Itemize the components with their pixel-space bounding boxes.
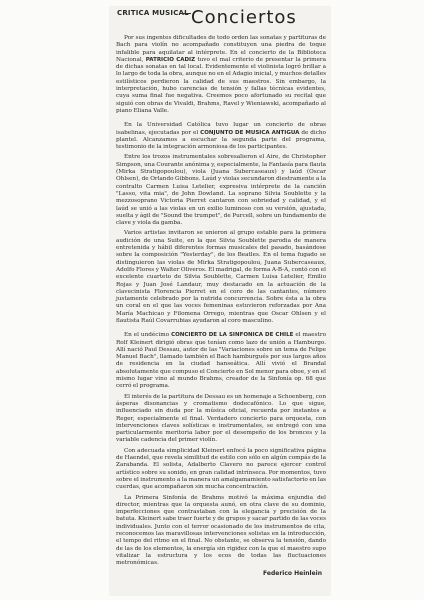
column-header [109,6,331,33]
paragraph-5: En el undécimo CONCIERTO DE LA SINFONICA DE CHILE el maestro Rolf Kleinert dirigió obras que tenían como lazo de unión a Hamburgo. Allí nació Paul Dessau, autor de las "Variaciones sobre un tema de Felipe Manuel Bach", llamado también el Bach hamburgués por sus largos años de residencia en la ciudad hanseática. Allí vivió el Brandal absolutamente que compuso el Concierto en Sol menor para oboe, y en el mismo lugar vino al mundo Brahms, creador de la Sinfonía op. 68 que cerró el programa. [116,332,327,390]
performer-name: PATRICIO CADIZ [145,56,196,63]
paragraph-3: Entre los trozos instrumentales sobresalieron el Aire, de Christopher Simpson, una Courante anónima y, especialmente, la Fantasía para flauta (Mirka Stratigopoulou), viola (Juana Subercaseaux) y laúd (Oscar Ohlsen), de Orlando Gibbons. Laúd y violas secundaron diestramente a la contralto Carmen Luisa Letelier, expresiva intérprete de la canción "Lasso, vita mia", de John Dowland. La soprano Silvia Soublette y la mezzosoprano Victoria Pierret cantaron con sobriedad y calidad, y el laúd se unió a las violas en un exilio luminoso con su versión, ajustada, suelta y ágil de "Sound the trumpet", de Purcell, sobre un fundamento de clave y viola da gamba. [116,154,326,227]
paragraph-1: Por sus ingentes dificultades de todo orden las sonatas y partituras de Bach para violín no acompañado constituyen una piedra de toque infalible para aquilatar al intérprete. En el concierto de la Biblioteca Nacional, PATRICIO CADIZ tuvo el mal criterio de presentar la primera de dichas sonatas en tal local. Evidentemente el violinista logró brillar a lo largo de toda la obra, aunque no en el Adagio inicial, y muchos detalles estilísticos perdieron la calidad de sus maestros. Sin embargo, la interpretación, hubo carencias de tensión y fallas técnicas evidentes, cuya suma final fue negativa. Creemos poco afortunado su recital que siguió con obras de Vivaldi, Brahms, Ravel y Wieniawski, acompañado al piano Eliana Valle. [116,35,326,114]
headline: Conciertos [191,7,297,28]
paragraph-2: En la Universidad Católica tuvo lugar un concierto de obras isabelinas, ejecutadas por el CONJUNTO DE MUSICA ANTIGUA de dicho plantel. Alcanzamos a escuchar la segunda parte del programa, testimonio de la integración armoniosa de los participantes. [116,122,326,151]
paragraph-6: El interés de la partitura de Dessau es un homenaje a Schoenberg, con ásperas disonancias y cromatismo dodecafónico. Lo que sigue, influenciado sin duda por la música oficial, recuerda por instantes a Reger, especialmente el final. Verdadero concierto para orquesta, con intervenciones claves solísticas e instrumentales, se entregó con una particularmente meritoria labor por el desempeño de los bronces y la variable cadencia del primer violín. [116,393,326,444]
newspaper-clipping [109,6,331,596]
section-kicker: CRITICA MUSICAL [117,9,189,17]
ensemble-name: CONJUNTO DE MUSICA ANTIGUA [200,129,300,136]
paragraph-8: La Primera Sinfonía de Brahms motivó la máxima enjundia del director, mientras que la orquesta aunó, en otra clave de su dominio, imperfecciones que contrastaban con la elegancia y precisión de la batuta. Kleinert sabe traer fuerte y de grupos y sacar partido de las voces individuales. Junto con el terror ocasionado de los instrumentos de cita, reconocemos las maravillosas intervenciones solistas en la introducción, el tempo del ritmo en el final. No obstante, se observa la tensión, dando de las de los elementos, la energía sin rigidez con la que el maestro supo vitalizar la estructura y los ecos de todas las fluctuaciones metronómicas. [116,494,326,567]
article-body [109,33,331,577]
paragraph-7: Con adecuada simplicidad Kleinert enfocó la poco significativa página de Haendel, que revela similitud de estilo con sólo en algún compás de la Zarabanda. El solista, Adalberto Clavero no parece ejercer control artístico sobre su sonido, en gran calidad intrínseca. Por momentos, tuvo sobre el instrumento a la manera un amalgamamiento satisfactorio en las cuerdas, que acompañaron sin mucha concentración. [116,447,326,491]
kicker-dash [181,13,191,14]
author-signature: Federico Heinlein [263,570,322,578]
concert-name: CONCIERTO DE LA SINFONICA DE CHILE [171,332,294,339]
paragraph-4: Varios artistas invitaron se unieron al grupo estable para la primera audición de una Suite, en la que Silvia Soublette parodia de manera entretenida y hábil diferentes formas musicales del pasado, basándose sobre la composición "Yesterday", de los Beatles. En el tema fugado se distinguieron las violas de Mirka Stratigopoulou, Juana Subercaseaux, Adolfo Flores y Walter Oliveros. El madrigal, de forma A-B-A, contó con el excelente cuarteto de Silvia Soublette, Carmen Luisa Letelier, Emilio Rojas y Juan José Landaur, muy destacado en la actuación de la clavecinista Florencia Pierret en el coro de las cantantes, número justamente celebrado por la nutrida concurrencia. Sobre ésta a la obra un coral en el que las voces femeninas estuvieron reforzadas por Ana María Machicao y Filomena Orrego, mientras que Oscar Ohlsen y el flautista Raúl Covarrubias ayudaron al coro masculino. [116,230,326,324]
